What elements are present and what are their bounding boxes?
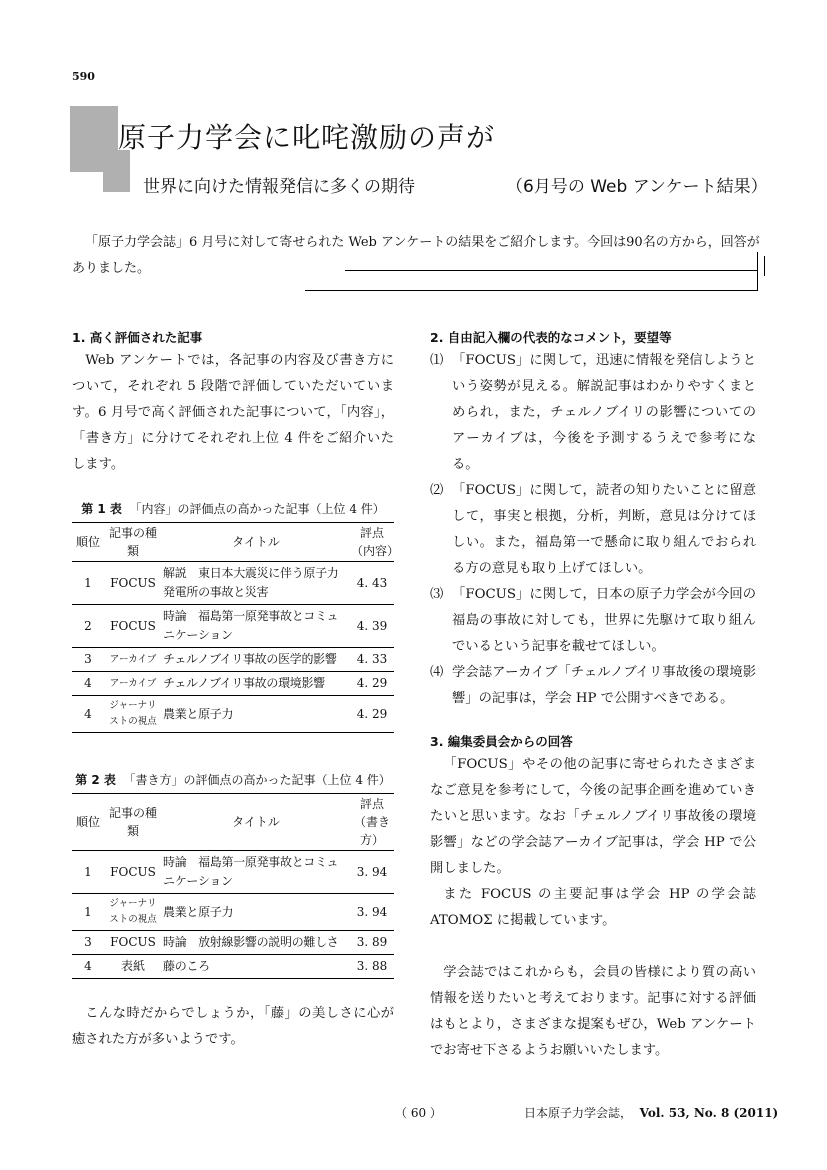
col-rank: 順位 [75, 535, 100, 549]
cell-type: FOCUS [110, 935, 156, 949]
comment-item [430, 348, 756, 478]
cell-type: アーカイブ [109, 677, 157, 689]
comment-number: ⑷ [430, 665, 444, 680]
section-3-heading: 3. 編集委員会からの回答 [430, 734, 573, 749]
comment-text: 「FOCUS」に関して，日本の原子力学会が今回の福島の事故に対しても，世界に先駆けて取り組んでいるという記事を載せてほしい。 [452, 587, 756, 654]
cell-title: 農業と原子力 [163, 706, 234, 721]
right-column [430, 328, 756, 1064]
cell-rank: 4 [84, 959, 92, 973]
cell-score: 3. 94 [356, 864, 388, 879]
cell-score: 3. 94 [356, 904, 388, 919]
table-2-caption-text: 「書き方」の評価点の高かった記事（上位 4 件） [123, 773, 391, 787]
cell-score: 3. 88 [356, 959, 388, 973]
left-column [72, 328, 400, 1053]
table-1 [72, 500, 400, 733]
comment-text: 学会誌アーカイブ「チェルノブイリ事故後の環境影響」の記事は，学会 HP で公開すべきである。 [452, 665, 756, 706]
cell-score: 4. 43 [356, 575, 388, 590]
subtitle-decoration-block-2 [103, 172, 130, 192]
cell-type: FOCUS [110, 864, 156, 879]
cell-rank: 3 [84, 652, 92, 666]
cell-score: 4. 33 [356, 652, 388, 666]
cell-type: FOCUS [110, 618, 156, 633]
comment-item [430, 660, 756, 712]
section-2-heading: 2. 自由記入欄の代表的なコメント，要望等 [430, 330, 672, 345]
table-2-label: 第 2 表 [75, 773, 116, 787]
table-2-caption [72, 771, 394, 789]
cell-title: チェルノブイリ事故の環境影響 [163, 676, 325, 690]
section-3-paragraph: 「FOCUS」やその他の記事に寄せられたさまざまなご意見を参考にして，今後の記事企画を進めていきたいと思います。なお「チェルノブイリ事故後の環境影響」などの学会誌アーカイブ記事は，学会 HP で公開しました。 [430, 757, 756, 876]
col-type: 記事の種類 [108, 526, 157, 558]
divider-line [764, 256, 765, 276]
divider-line [757, 252, 758, 291]
page-number: 590 [72, 70, 95, 83]
table-row [72, 562, 394, 605]
article-subtitle: 世界に向けた情報発信に多くの期待 [143, 177, 415, 197]
cell-type: FOCUS [110, 575, 156, 590]
cell-title: 時論 福島第一原発事故とコミュニケーション [163, 609, 339, 642]
col-type: 記事の種類 [108, 806, 157, 838]
footer-journal [524, 1104, 778, 1121]
col-title: タイトル [232, 815, 280, 829]
col-title: タイトル [232, 535, 280, 549]
cell-title: 農業と原子力 [163, 904, 234, 919]
cell-score: 4. 39 [356, 618, 388, 633]
cell-type: アーカイブ [109, 653, 157, 665]
col-score: 評点（書き方） [353, 797, 390, 847]
table-row [72, 648, 394, 672]
col-rank: 順位 [75, 815, 100, 829]
journal-name: 日本原子力学会誌， [524, 1106, 633, 1120]
cell-score: 3. 89 [356, 935, 388, 949]
title-decoration-block [70, 106, 118, 172]
table-row [72, 851, 394, 894]
comment-number: ⑶ [430, 587, 444, 602]
cell-rank: 1 [84, 864, 92, 879]
cell-type: ジャーナリストの視点 [109, 700, 157, 727]
cell-rank: 1 [84, 904, 92, 919]
cell-title: 時論 福島第一原発事故とコミュニケーション [163, 855, 339, 888]
section-1-closing [72, 1001, 394, 1053]
table-row [72, 955, 394, 979]
table-row [72, 894, 394, 931]
cell-score: 4. 29 [356, 706, 388, 721]
article-subtitle-source: （6月号の Web アンケート結果） [506, 177, 768, 197]
divider-line [345, 270, 757, 271]
table-row [72, 672, 394, 696]
table-2 [72, 771, 394, 979]
cell-title: 解説 東日本大震災に伴う原子力発電所の事故と災害 [163, 566, 339, 599]
section-1-body: Web アンケートでは，各記事の内容及び書き方について，それぞれ 5 段階で評価していただいています。6 月号で高く評価された記事について，「内容」，「書き方」に分けてそれぞれ上位 4 件をご紹介いたします。 [72, 353, 394, 472]
cell-title: チェルノブイリ事故の医学的影響 [163, 652, 337, 666]
table-row [72, 605, 394, 648]
comment-text: 「FOCUS」に関して，読者の知りたいことに留意して，事実と根拠，分析，判断，意見は分けてほしい。また，福島第一で懸命に取り組んでおられる方の意見も取り上げてほしい。 [452, 483, 756, 576]
journal-volume: Vol. 53, No. 8 (2011) [639, 1106, 779, 1120]
cell-title: 時論 放射線影響の説明の難しさ [163, 935, 339, 949]
comment-number: ⑵ [430, 483, 444, 498]
section-3-paragraph: また FOCUS の主要記事は学会 HP の学会誌 ATOMOΣ に掲載しています。 [430, 887, 756, 928]
section-1-heading: 1. 高く評価された記事 [72, 330, 203, 345]
article-title: 原子力学会に叱咤激励の声が [118, 121, 496, 154]
divider-line [305, 290, 758, 291]
comment-item [430, 478, 756, 582]
section-3-closing: 学会誌ではこれからも，会員の皆様により質の高い情報を送りたいと考えております。記事に対する評価はもとより，さまざまな提案もぜひ，Web アンケートでお寄せ下さるようお願いいたします。 [430, 965, 756, 1058]
cell-score: 4. 29 [356, 676, 388, 690]
comment-text: 「FOCUS」に関して，迅速に情報を発信しようという姿勢が見える。解説記事はわかりやすくまとめられ，また，チェルノブイリの影響についてのアーカイブは，今後を予測するうえで参考になる。 [452, 353, 756, 472]
cell-rank: 4 [84, 706, 92, 721]
section-1 [72, 328, 394, 478]
table-1-caption [72, 500, 394, 518]
cell-type: ジャーナリストの視点 [109, 898, 157, 925]
cell-rank: 1 [84, 575, 92, 590]
intro-paragraph: 「原子力学会誌」6 月号に対して寄せられた Web アンケートの結果をご紹介します。今回は90名の方から，回答がありました。 [72, 235, 760, 276]
table-row [72, 931, 394, 955]
table-1-caption-text: 「内容」の評価点の高かった記事（上位 4 件） [129, 502, 385, 516]
comment-item [430, 582, 756, 660]
section-3 [430, 732, 756, 1064]
col-score: 評点（内容） [351, 526, 400, 558]
comment-number: ⑴ [430, 353, 444, 368]
cell-rank: 2 [84, 618, 92, 633]
footer-page: （ 60 ） [395, 1106, 442, 1120]
cell-title: 藤のころ [163, 959, 210, 973]
cell-rank: 3 [84, 935, 92, 949]
section-2 [430, 328, 756, 712]
cell-rank: 4 [84, 676, 92, 690]
section-1-closing-text: こんな時だからでしょうか，「藤」の美しさに心が癒された方が多いようです。 [72, 1006, 394, 1047]
cell-type: 表紙 [120, 959, 145, 973]
table-1-label: 第 1 表 [81, 502, 122, 516]
table-row [72, 696, 394, 733]
